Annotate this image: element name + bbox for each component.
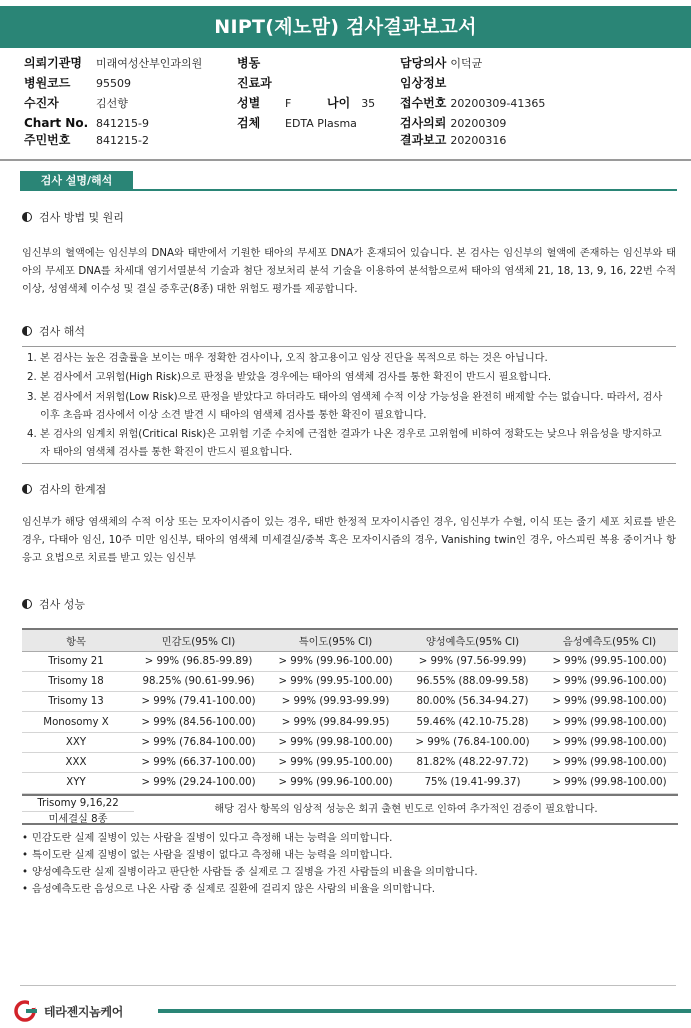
footer-bar (158, 1009, 691, 1013)
company-logo (14, 1000, 154, 1022)
misc-item: 미세결실 8종 (48, 814, 108, 825)
info-value: 20200309-41365 (450, 97, 546, 110)
table-cell: > 99% (76.84-100.00) (130, 732, 267, 752)
table-cell: Trisomy 13 (22, 692, 130, 712)
list-item (27, 369, 667, 387)
info-value: EDTA Plasma (285, 117, 357, 130)
method-heading (22, 209, 124, 225)
table-row (22, 712, 678, 732)
table-cell: Trisomy 18 (22, 671, 130, 691)
info-value: 김선향 (96, 97, 128, 110)
item-number: 2. (27, 372, 37, 383)
info-label: 검사의뢰 (400, 116, 447, 130)
table-cell: > 99% (84.56-100.00) (130, 712, 267, 732)
footer-divider (20, 985, 676, 986)
item-number: 3. (27, 392, 37, 403)
table-cell: > 99% (29.24-100.00) (130, 773, 267, 793)
table-cell: XXX (22, 752, 130, 772)
interpretation-heading (22, 323, 85, 339)
table-cell: > 99% (99.95-100.00) (267, 671, 404, 691)
info-patient (24, 96, 128, 111)
list-item: • 특이도란 실제 질병이 없는 사람을 질병이 없다고 측정해 내는 능력을 의미합니다. (22, 847, 676, 864)
info-label: 담당의사 (400, 56, 447, 70)
list-item (27, 389, 667, 425)
performance-table (22, 628, 678, 794)
list-item (27, 350, 667, 368)
info-value: 20200316 (450, 134, 507, 147)
table-cell: > 99% (99.95-100.00) (541, 651, 678, 671)
limitations-heading (22, 481, 106, 497)
section-underline (20, 189, 677, 191)
table-row (22, 752, 678, 772)
table-cell: > 99% (76.84-100.00) (404, 732, 541, 752)
item-text: 본 검사의 임계치 위험(Critical Risk)은 고위험 기준 수치에 근접한 결과가 나온 경우로 고위험에 비하여 정확도는 낮으나 위음성을 방지하고자 태아의 염색체 검사를 통한 확진이 반드시 필요합니다. (40, 429, 662, 458)
table-cell: > 99% (99.98-100.00) (541, 752, 678, 772)
item-text: 본 검사는 높은 검출률을 보이는 매우 정확한 검사이나, 오직 참고용이고 임상 진단을 목적으로 하는 것은 아닙니다. (40, 353, 548, 364)
heading-text: 검사 방법 및 원리 (39, 211, 124, 224)
info-hospital-code (24, 76, 131, 91)
info-value: 35 (361, 97, 376, 110)
info-label: 주민번호 (24, 133, 71, 147)
table-cell: > 99% (99.98-100.00) (541, 773, 678, 793)
table-cell: > 99% (79.41-100.00) (130, 692, 267, 712)
table-cell: > 99% (99.95-100.00) (267, 752, 404, 772)
item-text: 본 검사에서 고위험(High Risk)으로 판정을 받았을 경우에는 태아의 염색체 검사를 통한 확진이 반드시 필요합니다. (40, 372, 552, 383)
table-cell: XXY (22, 732, 130, 752)
info-value: 841215-9 (96, 117, 149, 130)
info-value: 20200309 (450, 117, 507, 130)
info-value: 미래여성산부인과의원 (96, 57, 203, 70)
info-resident-no (24, 133, 149, 148)
list-item: • 민감도란 실제 질병이 있는 사람을 질병이 있다고 측정해 내는 능력을 의미합니다. (22, 830, 676, 847)
info-label: 진료과 (237, 76, 272, 90)
item-text: 본 검사에서 저위험(Low Risk)으로 판정을 받았다고 하더라도 태아의 염색체 수적 이상 가능성을 완전히 배제할 수는 없습니다. 따라서, 검사 이후 초음파 검사에서 이상 소견 발견 시 태아의 염색체 검사를 통한 확진이 필요합니다. (40, 392, 663, 421)
table-row (22, 692, 678, 712)
info-label: 결과보고 (400, 133, 447, 147)
half-circle-icon (22, 599, 32, 609)
table-cell: > 99% (99.96-100.00) (267, 773, 404, 793)
info-label: 의뢰기관명 (24, 56, 82, 70)
table-cell: > 99% (99.84-99.95) (267, 712, 404, 732)
half-circle-icon (22, 212, 32, 222)
report-title: NIPT(제노맘) 검사결과보고서 (0, 6, 691, 48)
heading-text: 검사 성능 (39, 598, 86, 611)
section-tab: 검사 설명/해석 (20, 171, 133, 190)
info-label: Chart No. (24, 116, 89, 130)
table-cell: Trisomy 21 (22, 651, 130, 671)
item-number: 4. (27, 429, 37, 440)
misc-row (22, 794, 678, 825)
info-doctor (400, 56, 482, 71)
info-label: 나이 (327, 96, 351, 110)
misc-note: 해당 검사 항목의 임상적 성능은 회귀 출현 빈도로 인하여 추가적인 검증이 필요합니다. (214, 804, 598, 815)
info-label: 성별 (237, 96, 261, 110)
column-header: 음성예측도(95% CI) (541, 629, 678, 651)
info-label: 병동 (237, 56, 261, 70)
table-row (22, 773, 678, 793)
table-cell: > 99% (99.98-100.00) (541, 712, 678, 732)
table-cell: > 99% (66.37-100.00) (130, 752, 267, 772)
info-institution (24, 56, 202, 71)
limitations-text: 임신부가 해당 염색체의 수적 이상 또는 모자이시즘이 있는 경우, 태반 한정적 모자이시즘인 경우, 임신부가 수혈, 이식 또는 줄기 세포 치료를 받은 경우, 다태아 임신, 10주 미만 임신부, 태아의 염색체 미세결실/중복 혹은 모자이시즘의 경우, Vanishing twin인 경우, 아스피린 복용 중이거나 항 응고 요법으로 치료를 받고 있는 임신부 (22, 517, 676, 564)
table-cell: 75% (19.41-99.37) (404, 773, 541, 793)
divider (0, 159, 691, 161)
list-item: • 음성예측도란 음성으로 나온 사람 중 실제로 질환에 걸리지 않은 사람의 비율을 의미합니다. (22, 881, 676, 898)
info-value: 95509 (96, 77, 131, 90)
table-cell: > 99% (99.98-100.00) (541, 692, 678, 712)
table-cell: Monosomy X (22, 712, 130, 732)
info-report-date (400, 133, 506, 148)
table-cell: > 99% (99.98-100.00) (267, 732, 404, 752)
info-ward (237, 56, 260, 71)
info-receipt-no (400, 96, 545, 111)
heading-text: 검사 해석 (39, 325, 86, 338)
column-header: 특이도(95% CI) (267, 629, 404, 651)
table-cell: 59.46% (42.10-75.28) (404, 712, 541, 732)
logo-mark-icon (14, 1000, 40, 1022)
list-item (27, 426, 667, 462)
info-request-date (400, 116, 506, 131)
list-item: • 양성예측도란 실제 질병이라고 판단한 사람들 중 실제로 그 질병을 가진 사람들의 비율을 의미합니다. (22, 864, 676, 881)
misc-items (22, 796, 134, 827)
definition-list (22, 830, 676, 898)
table-cell: > 99% (99.98-100.00) (541, 732, 678, 752)
info-sex (237, 96, 291, 111)
table-header-row (22, 629, 678, 651)
misc-item: Trisomy 9,16,22 (22, 796, 134, 812)
info-specimen (237, 116, 357, 131)
table-cell: > 99% (96.85-99.89) (130, 651, 267, 671)
table-row (22, 732, 678, 752)
info-label: 검체 (237, 116, 261, 130)
interpretation-list (22, 346, 676, 464)
table-cell: 98.25% (90.61-99.96) (130, 671, 267, 691)
column-header: 민감도(95% CI) (130, 629, 267, 651)
info-chart-no (24, 116, 149, 131)
table-row (22, 671, 678, 691)
info-label: 병원코드 (24, 76, 71, 90)
info-value: 841215-2 (96, 134, 149, 147)
info-value: F (285, 97, 292, 110)
item-number: 1. (27, 353, 37, 364)
table-cell: > 99% (99.96-100.00) (541, 671, 678, 691)
table-cell: 81.82% (48.22-97.72) (404, 752, 541, 772)
info-label: 수진자 (24, 96, 59, 110)
column-header: 항목 (22, 629, 130, 651)
patient-info (0, 54, 691, 156)
half-circle-icon (22, 484, 32, 494)
table-cell: > 99% (99.93-99.99) (267, 692, 404, 712)
info-value: 이덕균 (450, 57, 483, 70)
info-clinical (400, 76, 454, 91)
table-cell: > 99% (97.56-99.99) (404, 651, 541, 671)
info-department (237, 76, 272, 91)
table-row (22, 651, 678, 671)
table-cell: 80.00% (56.34-94.27) (404, 692, 541, 712)
logo-text: 테라젠지놈케어 (44, 1005, 124, 1019)
table-cell: > 99% (99.96-100.00) (267, 651, 404, 671)
method-text: 임신부의 혈액에는 임신부의 DNA와 태반에서 기원한 태아의 무세포 DNA가 혼재되어 있습니다. 본 검사는 임신부의 혈액에 존재하는 임신부와 태아의 무세포 DNA를 차세대 염기서열분석 기술과 첨단 정보처리 분석 기술을 이용하여 분석함으로써 태아의 염색체 21, 18, 13, 9, 16, 22번 수적 이상, 성염색체 이수성 및 결실 증후군(8종) 대한 위험도 평가를 제공합니다. (22, 248, 676, 295)
column-header: 양성예측도(95% CI) (404, 629, 541, 651)
info-age (327, 96, 375, 111)
half-circle-icon (22, 326, 32, 336)
table-cell: XYY (22, 773, 130, 793)
performance-heading (22, 596, 85, 612)
heading-text: 검사의 한계점 (39, 483, 107, 496)
info-label: 접수번호 (400, 96, 447, 110)
table-cell: 96.55% (88.09-99.58) (404, 671, 541, 691)
info-label: 임상정보 (400, 76, 447, 90)
